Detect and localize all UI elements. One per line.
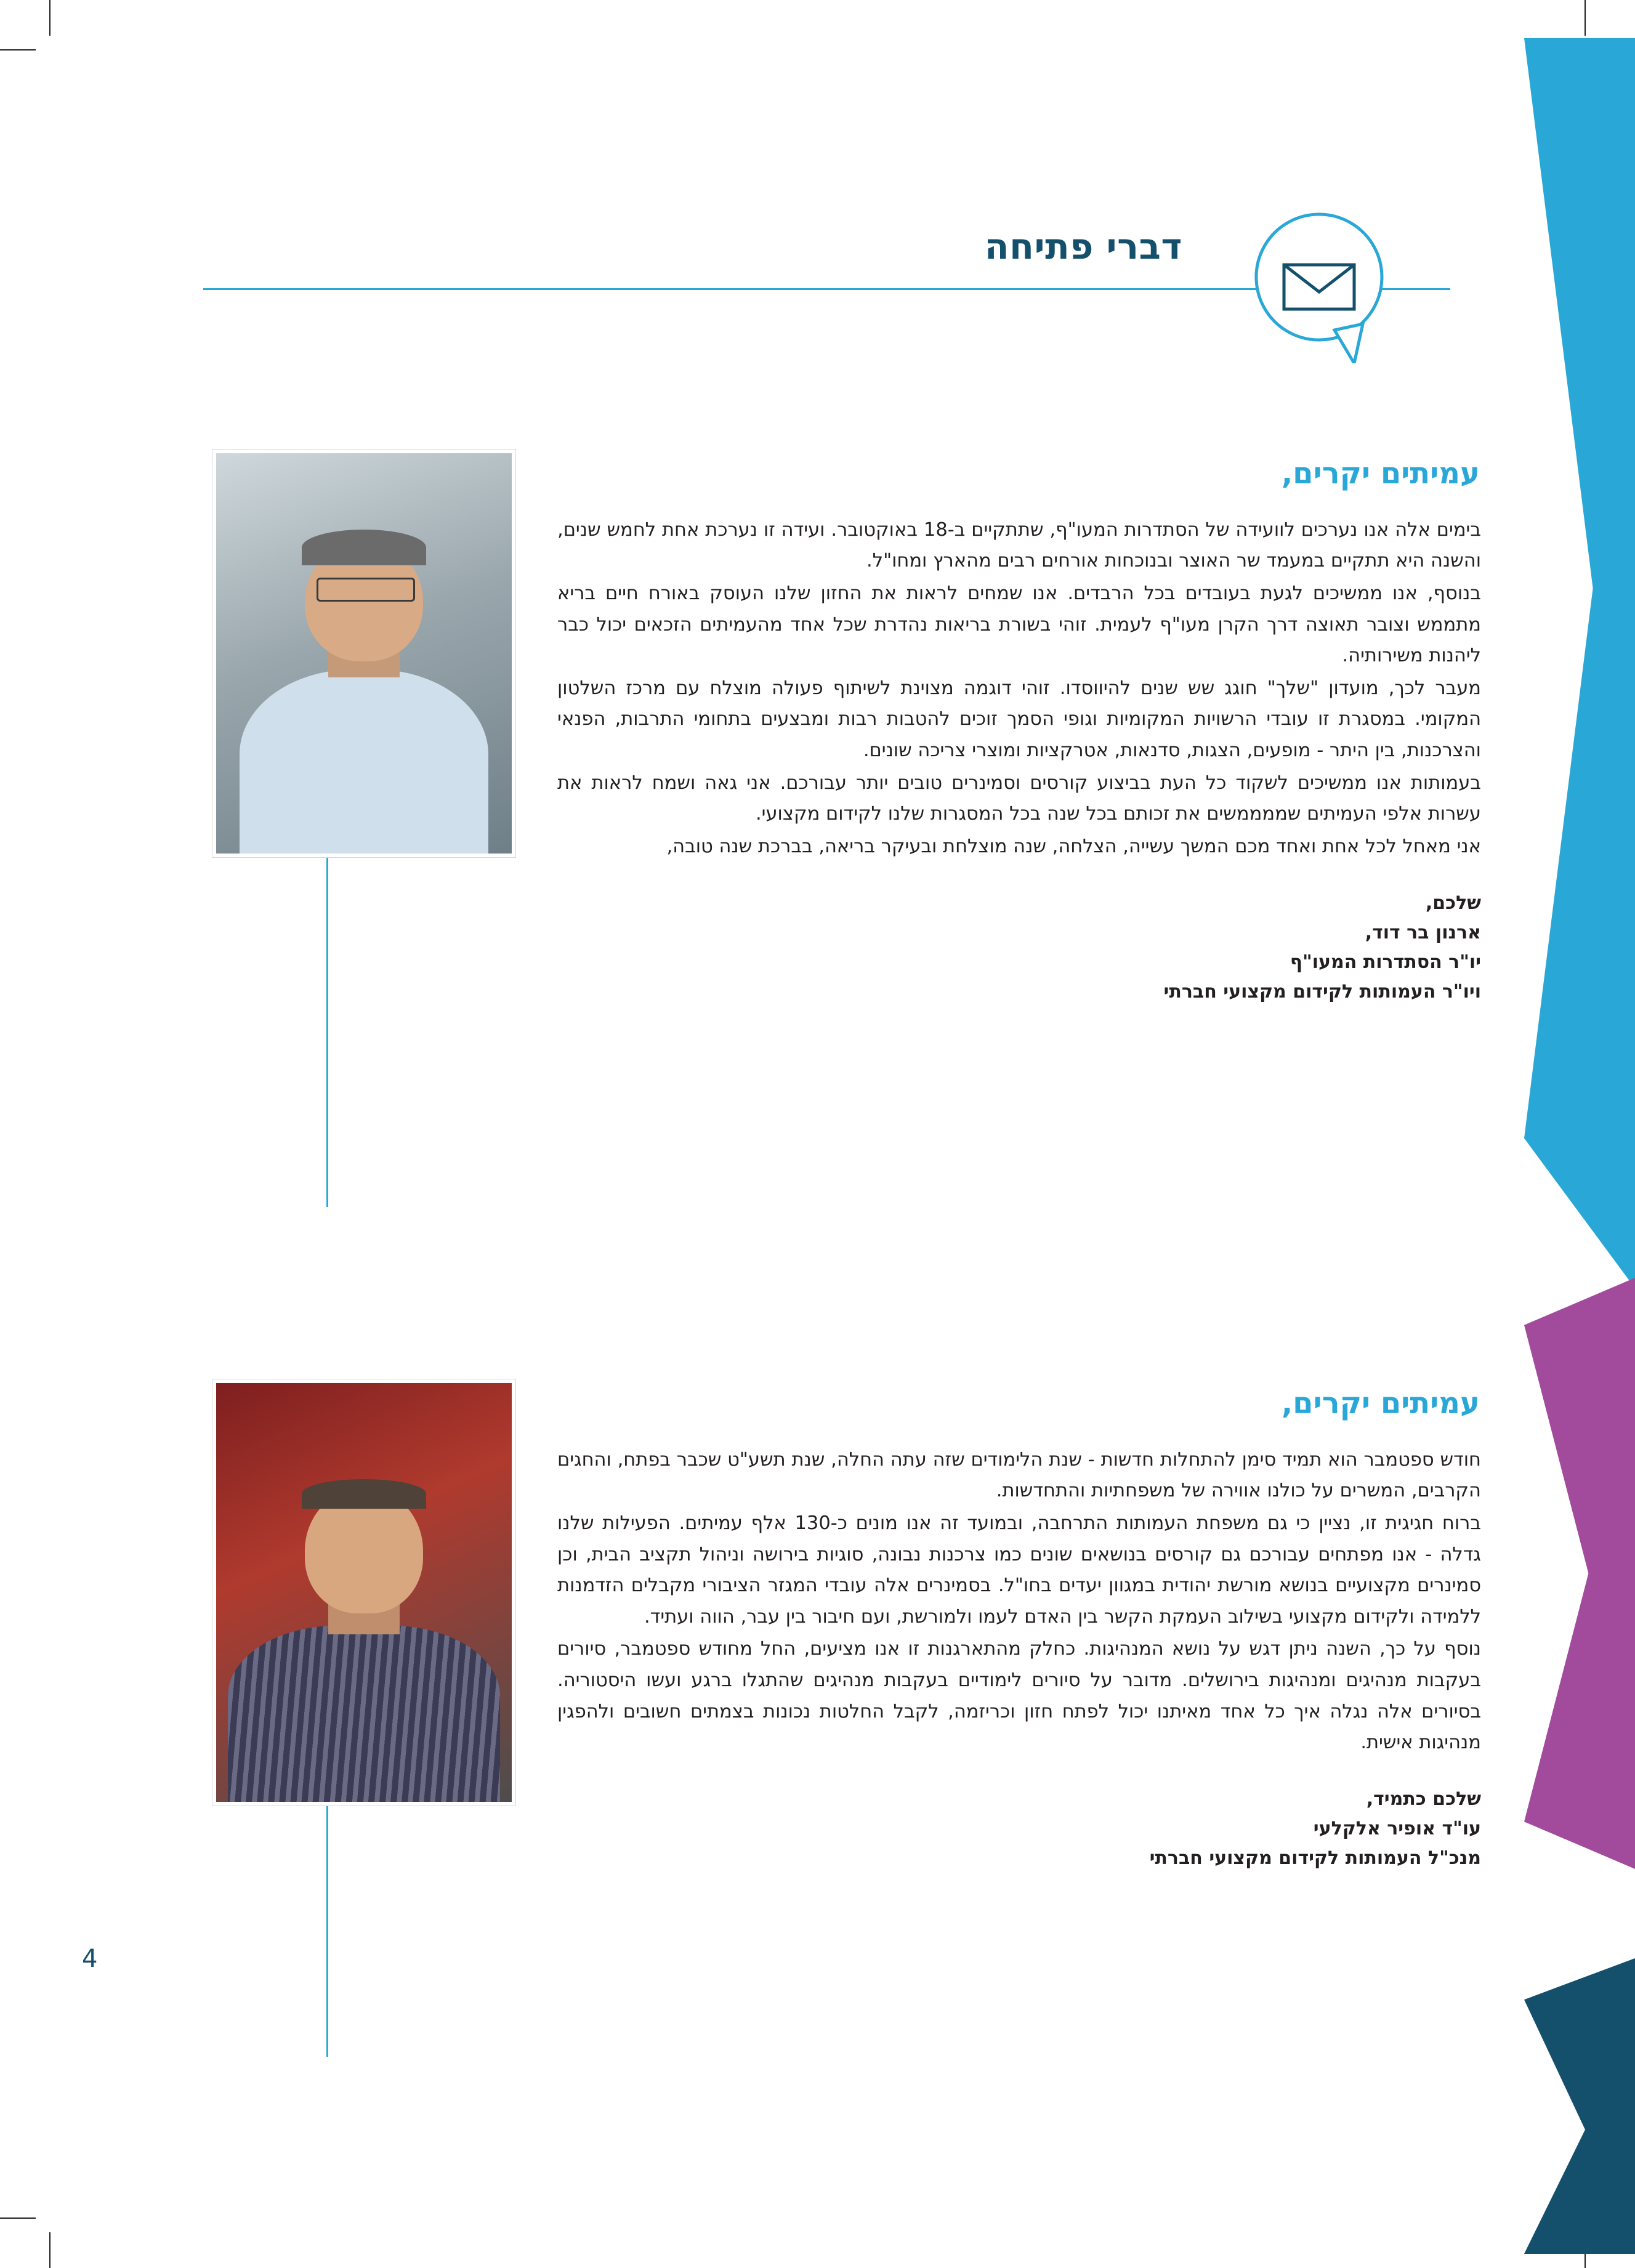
ribbon-navy: [1524, 1958, 1635, 2254]
signature-line: מנכ"ל העמותות לקידום מקצועי חברתי: [1149, 1847, 1481, 1869]
article-opening-letter-2: [212, 1379, 1481, 1873]
paragraph: חודש ספטמבר הוא תמיד סימן להתחלות חדשות - שנת הלימודים שזה עתה החלה, שנת תשע"ט שכבר בפתח, והחגים הקרבים, המשרים על כולנו אווירה של משפחתיות והתחדשות.: [557, 1448, 1481, 1502]
signature-block: [557, 889, 1481, 1007]
article-body: [557, 450, 1481, 1007]
ribbon-cyan: [1524, 38, 1635, 1288]
paragraph: אני מאחל לכל אחת ואחד מכם המשך עשייה, הצלחה, שנה מוצלחת ובעיקר בריאה, בברכת שנה טובה,: [666, 835, 1481, 857]
signature-line: עו"ד אופיר אלקלעי: [1313, 1817, 1481, 1839]
signature-line: שלכם כתמיד,: [1366, 1788, 1481, 1810]
article-opening-letter-1: [212, 450, 1481, 1007]
paragraph: מעבר לכך, מועדון "שלך" חוגג שש שנים להיווסדו. זוהי דוגמה מצוינת לשיתוף פעולה מוצלח עם מרכז השלטון המקומי. במסגרת זו עובדי הרשויות המקומיות וגופי הסמך זוכים להטבות רבות ומבצעים בתחומי התרבות, הפנאי והצרכנות, בין היתר - מופעים, הצגות, סדנאות, אטרקציות ומוצרי צריכה שונים.: [557, 677, 1481, 762]
signature-block: [557, 1785, 1481, 1873]
envelope-icon: [1242, 209, 1396, 363]
ribbon-purple: [1524, 1278, 1635, 1869]
paragraph: נוסף על כך, השנה ניתן דגש על נושא המנהיגות. כחלק מהתארגנות זו אנו מציעים, החל מחודש ספטמבר, סיורים בעקבות מנהיגים ומנהיגות בירושלים. מדובר על סיורים לימודיים בעקבות מנהיגים שהתגלו ברגע ועשו היסטוריה. בסיורים אלה נגלה איך כל אחד מאיתנו יכול לפתח חזון וכריזמה, לקבל החלטות נכונות בצמתים חשובים ולהפגין מנהיגות אישית.: [557, 1638, 1481, 1754]
paragraph: ברוח חגיגית זו, נציין כי גם משפחת העמותות התרחבה, ובמועד זה אנו מונים כ-130 אלף עמיתים. הפעילות שלנו גדלה - אנו מפתחים עבורכם גם קורסים בנושאים שונים כמו צרכנות נבונה, סוגיות בירושה וניהול תקציב הבית, וכן סמינרים מקצועיים בנושא מורשת יהודית במגוון יעדים בחו"ל. בסמינרים אלה עובדי המגזר הציבורי מקבלים הזדמנות ללמידה ולקידום מקצועי בשילוב העמקת הקשר בין האדם לעמו ולמורשת, ועם חיבור בין עבר, הווה ועתיד.: [557, 1512, 1481, 1628]
signature-line: יו"ר הסתדרות המעו"ף: [1290, 951, 1481, 973]
article-title: עמיתים יקרים,: [1281, 456, 1480, 491]
paragraph: בנוסף, אנו ממשיכים לגעת בעובדים בכל הרבדים. אנו שמחים לראות את החזון שלנו העוסק באורח חיים בריא מתממש וצובר תאוצה דרך הקרן מעו"ף לעמית. זוהי בשורת בריאות נהדרת שכל אחד מהעמיתים הזכאים יכול כבר ליהנות משירותיה.: [557, 582, 1481, 667]
page-number: 4: [82, 1945, 98, 1973]
article-body: [557, 1379, 1481, 1873]
avatar: [212, 450, 515, 857]
paragraph: בעמותות אנו ממשיכים לשקוד כל העת בביצוע קורסים וסמינרים טובים יותר עבורכם. אני גאה ושמח לראות את עשרות אלפי העמיתים שממממשים את זכותם בכל שנה בכל המסגרות שלנו לקידום מקצועי.: [557, 772, 1481, 825]
crop-mark: [49, 0, 50, 36]
crop-mark: [0, 49, 36, 50]
page-title: דברי פתיחה: [984, 225, 1182, 267]
crop-mark: [0, 2218, 36, 2219]
article-title: עמיתים יקרים,: [1281, 1386, 1480, 1421]
section-header: [203, 209, 1450, 289]
crop-mark: [49, 2232, 50, 2268]
signature-line: ארנון בר דוד,: [1365, 921, 1481, 943]
paragraph: בימים אלה אנו נערכים לוועידה של הסתדרות המעו"ף, שתתקיים ב-18 באוקטובר. ועידה זו נערכת אחת לחמש שנים, והשנה היא תתקיים במעמד שר האוצר ובנוכחות אורחים רבים מהארץ ומחו"ל.: [557, 519, 1481, 572]
crop-mark: [1585, 0, 1586, 36]
signature-line: ויו"ר העמותות לקידום מקצועי חברתי: [1163, 980, 1481, 1003]
avatar: [212, 1379, 515, 1806]
signature-line: שלכם,: [1425, 892, 1481, 914]
